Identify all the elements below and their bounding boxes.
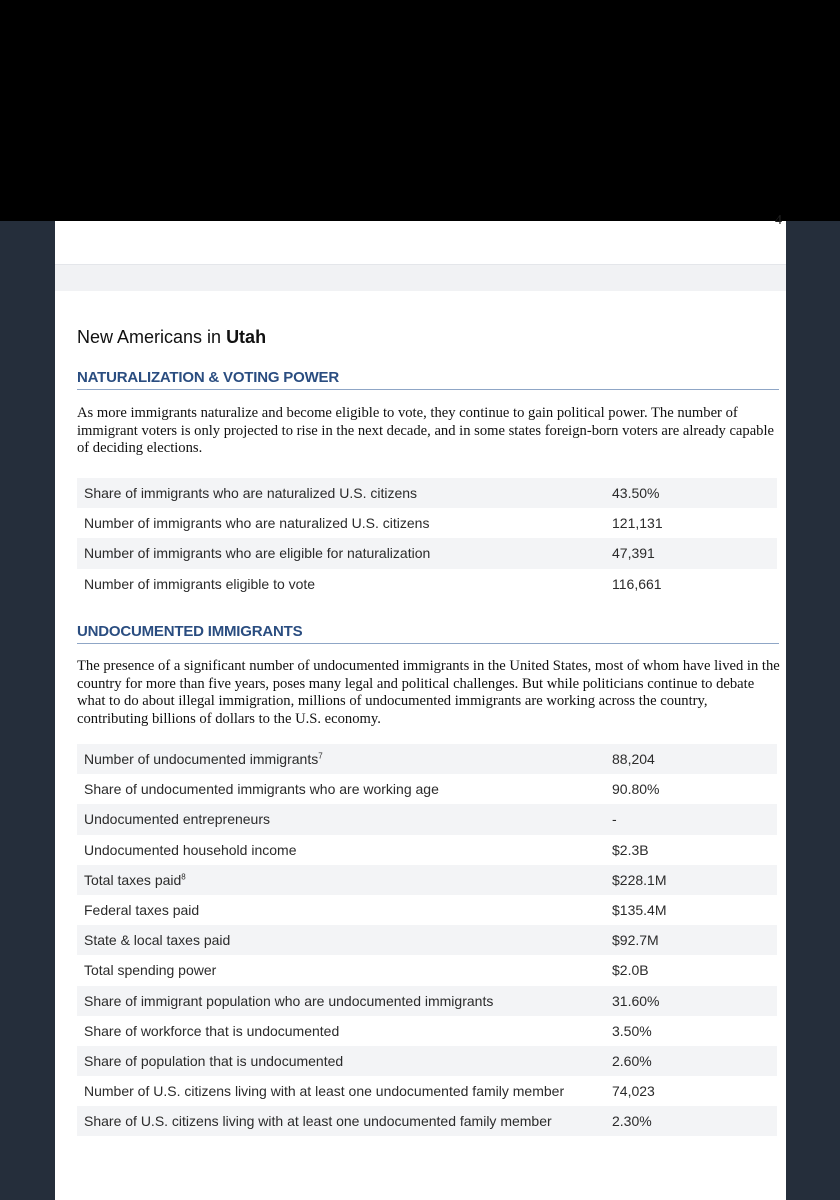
row-label: Number of immigrants who are naturalized U.S. citizens	[84, 515, 430, 532]
table-row	[77, 774, 777, 804]
naturalization-intro: As more immigrants naturalize and become eligible to vote, they continue to gain political power. The number of immigrant voters is only projected to rise in the next decade, and in some states foreign-born voters are already capable of deciding elections.	[77, 405, 775, 457]
row-label-cell	[77, 774, 606, 804]
table-row	[77, 569, 777, 599]
row-label-cell	[77, 1076, 606, 1106]
table-row	[77, 478, 777, 508]
table-row	[77, 744, 777, 774]
row-value: 116,661	[612, 575, 662, 592]
row-value: 2.60%	[606, 1046, 777, 1076]
row-label-cell	[77, 835, 606, 865]
table-row	[77, 925, 777, 955]
row-value: $92.7M	[606, 925, 777, 955]
table-row	[77, 804, 777, 834]
row-label-cell	[77, 1046, 606, 1076]
table-row	[77, 538, 777, 568]
row-label-cell	[77, 925, 606, 955]
row-label: Number of U.S. citizens living with at least one undocumented family member	[84, 1083, 565, 1100]
row-label-cell	[77, 1106, 606, 1136]
footnote-marker: 7	[318, 751, 323, 761]
row-label: Number of immigrants eligible to vote	[84, 575, 316, 592]
table-row	[77, 986, 777, 1016]
page-title	[77, 327, 266, 348]
row-value: $228.1M	[606, 865, 777, 895]
table-row	[77, 1016, 777, 1046]
undocumented-intro: The presence of a significant number of undocumented immigrants in the United States, most of whom have lived in the country for more than five years, poses many legal and political challenges. But while politicians continue to debate what to do about illegal immigration, millions of undocumented immigrants are working across the country, contributing billions of dollars to the U.S. economy.	[77, 658, 780, 727]
row-value: 43.50%	[606, 478, 777, 508]
row-label: Number of undocumented immigrants	[84, 751, 319, 768]
row-label: Undocumented household income	[84, 841, 297, 858]
row-label-cell	[77, 538, 606, 568]
row-label: Federal taxes paid	[84, 902, 200, 919]
row-label: Undocumented entrepreneurs	[84, 811, 271, 828]
row-value: $2.3B	[612, 841, 649, 858]
row-label-cell	[77, 569, 606, 599]
naturalization-heading: NATURALIZATION & VOTING POWER	[77, 369, 779, 390]
row-label-cell	[77, 508, 606, 538]
table-row	[77, 1046, 777, 1076]
footnote-marker: 8	[181, 872, 186, 882]
row-value: 90.80%	[612, 781, 660, 798]
title-state: Utah	[226, 327, 267, 347]
row-label: Total taxes paid	[84, 871, 182, 888]
table-row	[77, 1076, 777, 1106]
row-label: Share of undocumented immigrants who are working age	[84, 781, 439, 798]
row-value: 88,204	[606, 744, 777, 774]
black-top-band	[0, 0, 840, 221]
row-value: 121,131	[612, 515, 663, 532]
row-label-cell	[77, 804, 606, 834]
row-label: Share of immigrant population who are undocumented immigrants	[84, 992, 494, 1009]
row-value: 2.30%	[606, 1106, 777, 1136]
row-label-cell	[77, 744, 606, 774]
row-label: Share of workforce that is undocumented	[84, 1022, 340, 1039]
table-row	[77, 895, 777, 925]
row-label: Number of immigrants who are eligible for naturalization	[84, 545, 431, 562]
row-value: 3.50%	[612, 1022, 652, 1039]
row-label: Share of U.S. citizens living with at least one undocumented family member	[84, 1113, 552, 1130]
table-row	[77, 865, 777, 895]
row-value: $135.4M	[612, 902, 667, 919]
undocumented-table	[77, 744, 777, 1136]
row-value: -	[606, 804, 777, 834]
row-label-cell	[77, 986, 606, 1016]
table-row	[77, 1106, 777, 1136]
undocumented-heading: UNDOCUMENTED IMMIGRANTS	[77, 623, 779, 644]
row-label-cell	[77, 1016, 606, 1046]
row-label: Total spending power	[84, 962, 217, 979]
document-page	[55, 213, 786, 1200]
row-value: 31.60%	[606, 986, 777, 1016]
row-label-cell	[77, 478, 606, 508]
table-row	[77, 835, 777, 865]
title-prefix: New Americans in	[77, 327, 227, 347]
row-value: 74,023	[612, 1083, 655, 1100]
row-label: State & local taxes paid	[84, 932, 231, 949]
row-value: $2.0B	[612, 962, 649, 979]
table-row	[77, 508, 777, 538]
page-header-band	[55, 264, 786, 291]
row-value: 47,391	[606, 538, 777, 568]
row-label: Share of population that is undocumented	[84, 1052, 344, 1069]
row-label-cell	[77, 865, 606, 895]
row-label-cell	[77, 895, 606, 925]
page-number: 4	[775, 213, 782, 228]
table-row	[77, 955, 777, 985]
row-label-cell	[77, 955, 606, 985]
naturalization-table	[77, 478, 777, 599]
row-label: Share of immigrants who are naturalized U.S. citizens	[84, 485, 418, 502]
